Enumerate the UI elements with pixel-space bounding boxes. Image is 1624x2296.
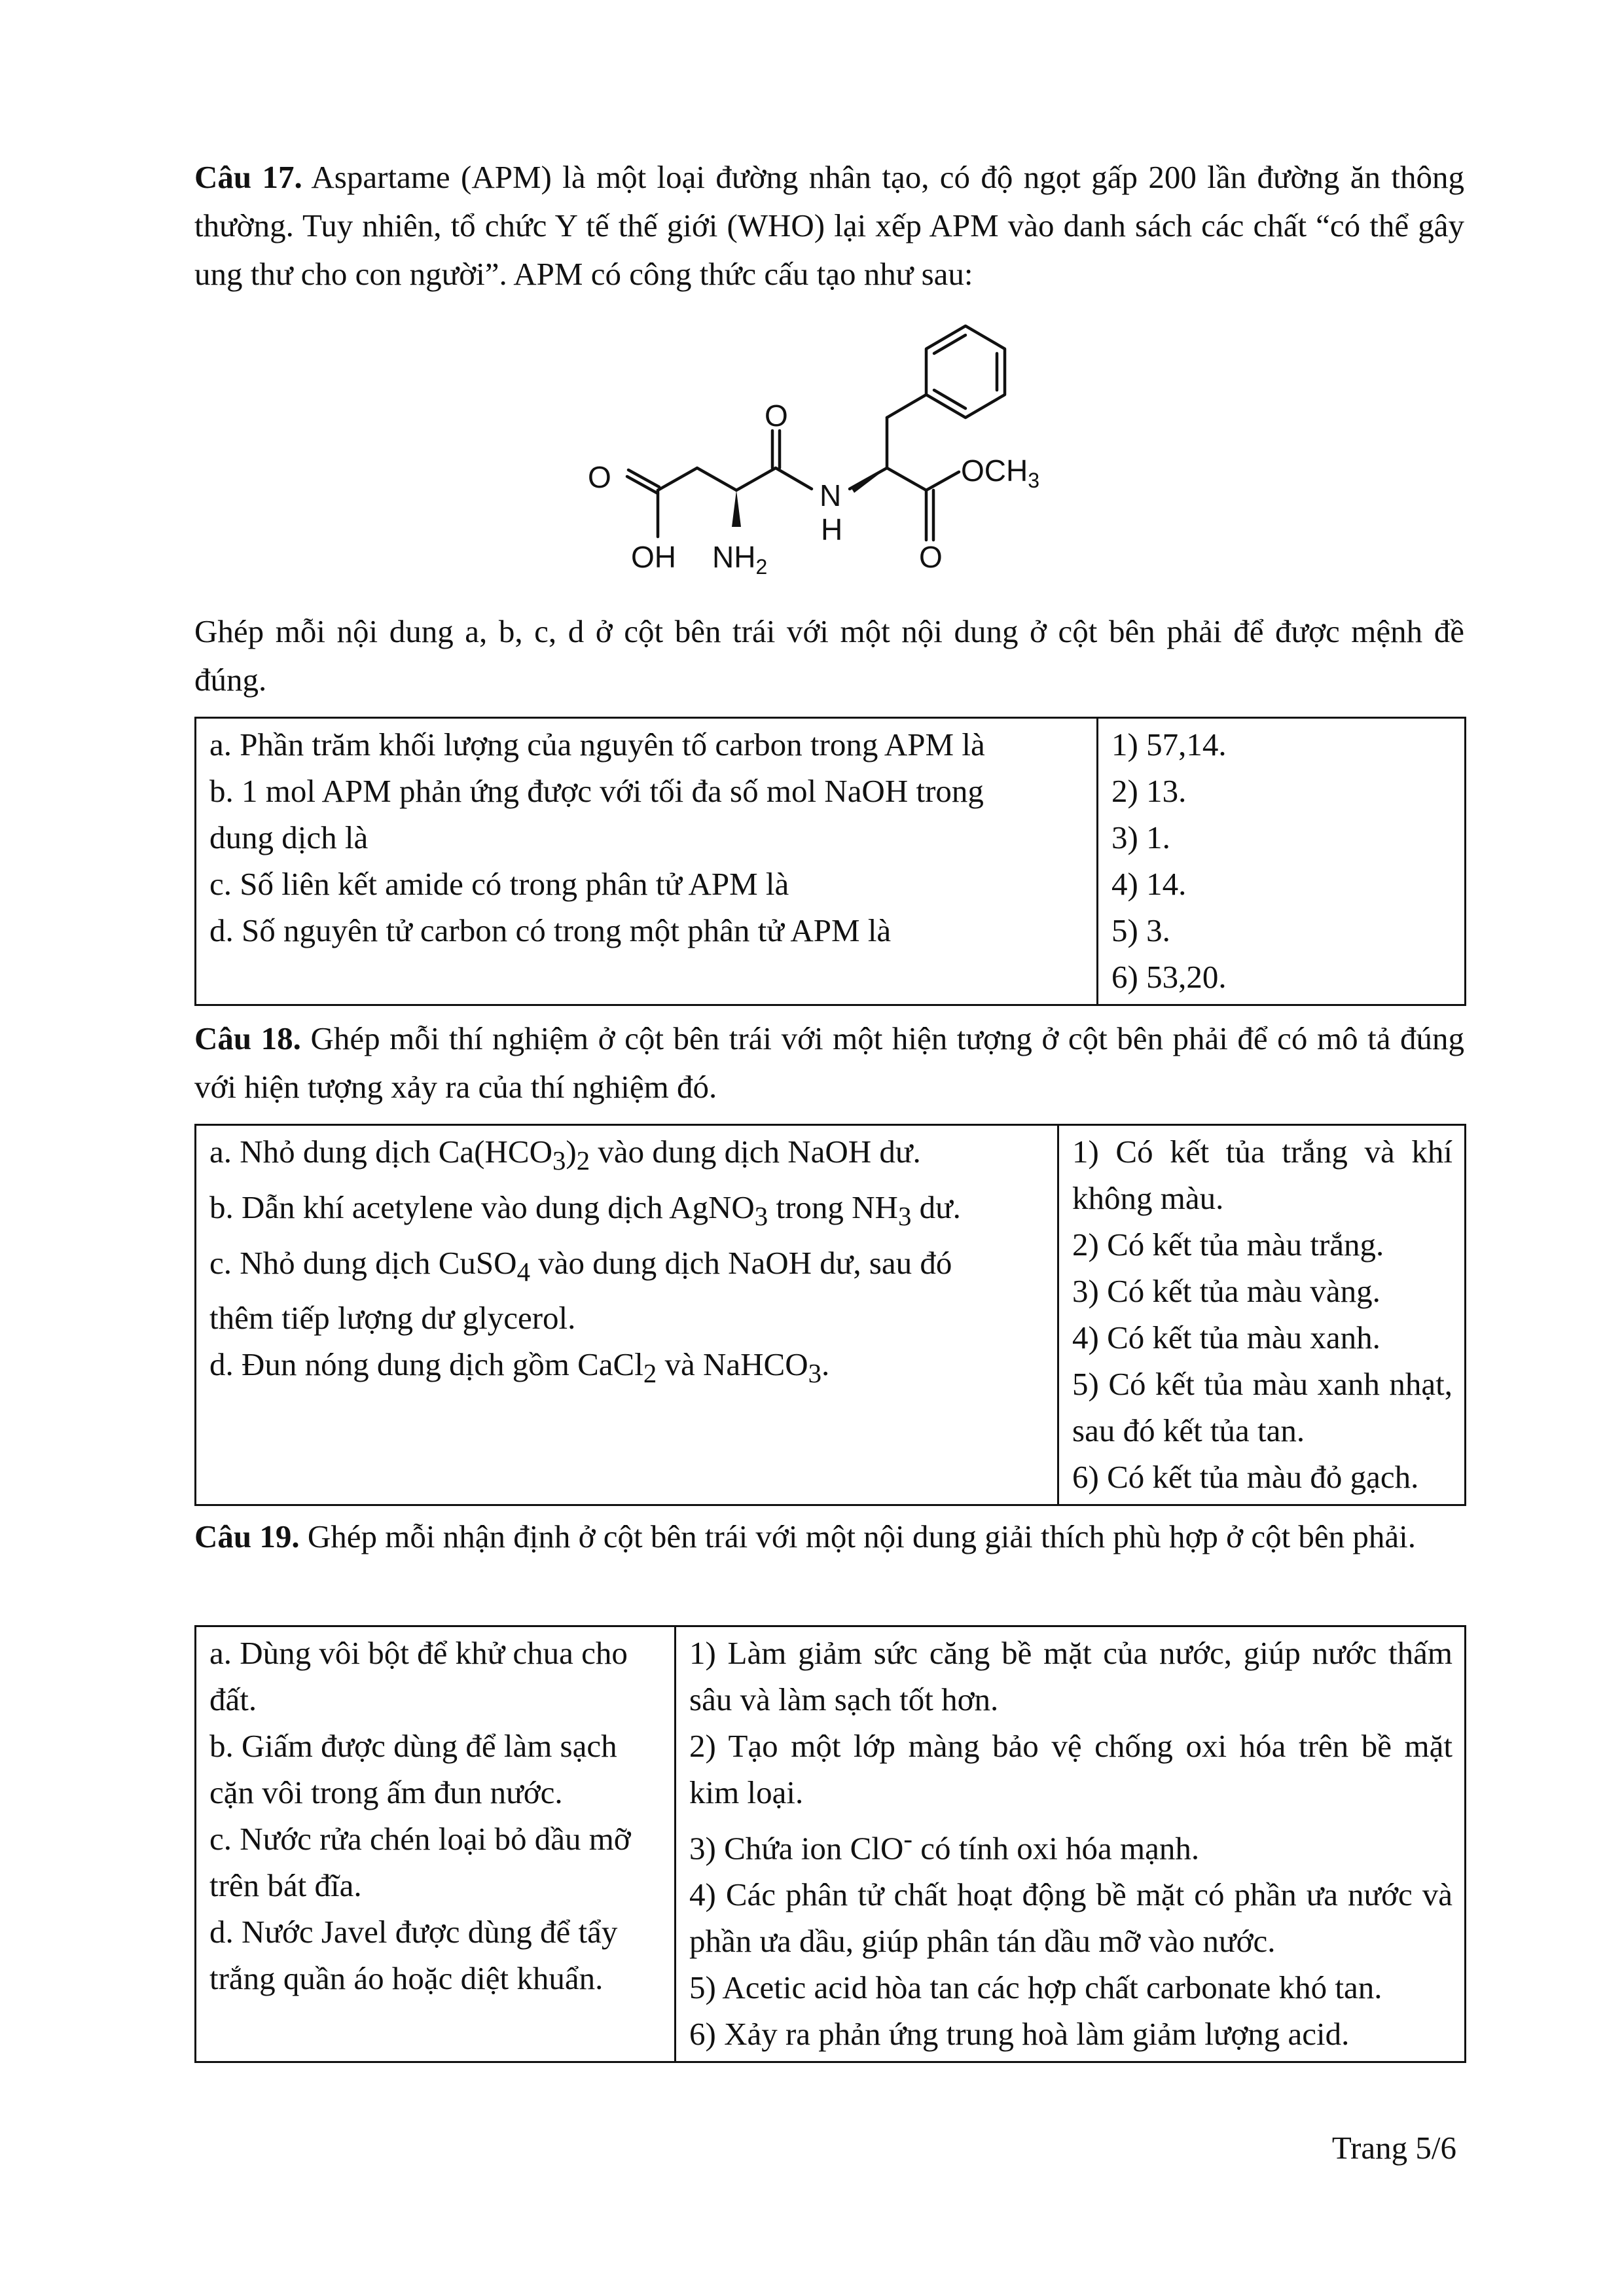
- q19-left-column: [196, 1626, 676, 2062]
- q18-item-b: b. Dẫn khí acetylene vào dung dịch AgNO$_3$ trong $NH_3$ dư.: [209, 1189, 961, 1231]
- q19-intro-text: Ghép mỗi nhận định ở cột bên trái với một nội dung giải thích phù hợp ở cột bên phải.: [307, 1518, 1416, 1554]
- q19-item-d: d. Nước Javel được dùng để tẩy trắng quần áo hoặc diệt khuẩn.: [209, 1914, 618, 1996]
- q18-matching-table: [194, 1124, 1466, 1506]
- q18-label: Câu 18.: [194, 1020, 301, 1056]
- q19-right-column: [676, 1626, 1466, 2062]
- q17-option-1: 1) 57,14.: [1111, 726, 1227, 762]
- q19-option-6: 6) Xảy ra phản ứng trung hoà làm giảm lượng acid.: [689, 2016, 1350, 2053]
- q17-item-b: b. 1 mol APM phản ứng được với tối đa số mol NaOH trong: [209, 773, 984, 809]
- q19-option-4: 4) Các phân tử chất hoạt động bề mặt có phần ưa nước và phần ưa dầu, giúp phân tán dầu mỡ vào nước.: [689, 1876, 1453, 1960]
- q19-item-b: b. Giấm được dùng để làm sạch cặn vôi trong ấm đun nước.: [209, 1728, 617, 1810]
- q18-left-column: [196, 1125, 1058, 1505]
- q17-item-c: c. Số liên kết amide có trong phân tử APM là: [209, 866, 789, 902]
- q18-item-d: d. Đun nóng dung dịch gồm CaCl$_2$ và NaHCO$_3$.: [209, 1346, 830, 1389]
- mol-h: H: [821, 512, 843, 547]
- q19-item-c: c. Nước rửa chén loại bỏ dầu mỡ trên bát đĩa.: [209, 1821, 631, 1903]
- q17-option-3: 3) 1.: [1111, 819, 1170, 855]
- q18-item-c-cont: thêm tiếp lượng dư glycerol.: [209, 1300, 576, 1336]
- mol-oh: OH: [631, 540, 676, 574]
- mol-o-top: O: [765, 399, 788, 433]
- q19-option-2: 2) Tạo một lớp màng bảo vệ chống oxi hóa trên bề mặt kim loại.: [689, 1728, 1453, 1810]
- q18-option-4: 4) Có kết tủa màu xanh.: [1072, 1319, 1380, 1355]
- q18-option-2: 2) Có kết tủa màu trắng.: [1072, 1227, 1384, 1263]
- q19-option-5: 5) Acetic acid hòa tan các hợp chất carbonate khó tan.: [689, 1969, 1382, 2006]
- q17-instruction: Ghép mỗi nội dung a, b, c, d ở cột bên trái với một nội dung ở cột bên phải để được mệnh đề đúng.: [194, 613, 1464, 698]
- mol-nh2: $NH_2$: [712, 540, 768, 579]
- mol-och3: $OCH_3$: [961, 454, 1040, 492]
- q18-intro-text: Ghép mỗi thí nghiệm ở cột bên trái với một hiện tượng ở cột bên phải để có mô tả đúng với hiện tượng xảy ra của thí nghiệm đó.: [194, 1020, 1464, 1105]
- q18-option-5: 5) Có kết tủa màu xanh nhạt, sau đó kết tủa tan.: [1072, 1366, 1453, 1448]
- q17-item-a: a. Phần trăm khối lượng của nguyên tố carbon trong APM là: [209, 726, 985, 762]
- q17-right-column: [1098, 718, 1466, 1005]
- q19-label: Câu 19.: [194, 1518, 300, 1554]
- aspartame-structure: [576, 298, 1087, 596]
- q17-option-6: 6) 53,20.: [1111, 959, 1227, 995]
- q17-item-d: d. Số nguyên tử carbon có trong một phân tử APM là: [209, 912, 892, 948]
- q17-intro: [194, 153, 1464, 298]
- q17-intro-text: Aspartame (APM) là một loại đường nhân tạo, có độ ngọt gấp 200 lần đường ăn thông thường. Tuy nhiên, tổ chức Y tế thế giới (WHO) lại xếp APM vào danh sách các chất “có thể gây ung thư cho con người”. APM có công thức cấu tạo như sau:: [194, 159, 1465, 292]
- q19-matching-table: [194, 1625, 1466, 2063]
- q19-option-3: 3) Chứa ion ClO- có tính oxi hóa mạnh.: [689, 1824, 1200, 1867]
- mol-o-bottom: O: [919, 540, 943, 574]
- q18-item-a: a. Nhỏ dung dịch $Ca(HCO_3)_2$ vào dung dịch NaOH dư.: [209, 1134, 921, 1175]
- q17-left-column: [196, 718, 1098, 1005]
- mol-n: N: [820, 478, 842, 512]
- q17-item-b-cont: dung dịch là: [209, 819, 369, 855]
- q18-option-6: 6) Có kết tủa màu đỏ gạch.: [1072, 1459, 1419, 1495]
- q18-intro: [194, 1014, 1464, 1111]
- q18-option-3: 3) Có kết tủa màu vàng.: [1072, 1273, 1380, 1309]
- q17-option-2: 2) 13.: [1111, 773, 1187, 809]
- q17-option-4: 4) 14.: [1111, 866, 1187, 902]
- q18-option-1: 1) Có kết tủa trắng và khí không màu.: [1072, 1134, 1453, 1216]
- q19-item-a: a. Dùng vôi bột để khử chua cho đất.: [209, 1635, 628, 1717]
- q19-option-1: 1) Làm giảm sức căng bề mặt của nước, giúp nước thấm sâu và làm sạch tốt hơn.: [689, 1635, 1453, 1717]
- q18-right-column: [1058, 1125, 1466, 1505]
- page-number: Trang 5/6: [1331, 2130, 1456, 2166]
- q17-option-5: 5) 3.: [1111, 912, 1170, 948]
- q18-item-c: c. Nhỏ dung dịch CuSO$_4$ vào dung dịch NaOH dư, sau đó: [209, 1244, 952, 1287]
- mol-o-left: O: [588, 460, 611, 494]
- q19-intro: [194, 1513, 1464, 1561]
- q17-label: Câu 17.: [194, 159, 302, 195]
- q17-matching-table: [194, 717, 1466, 1006]
